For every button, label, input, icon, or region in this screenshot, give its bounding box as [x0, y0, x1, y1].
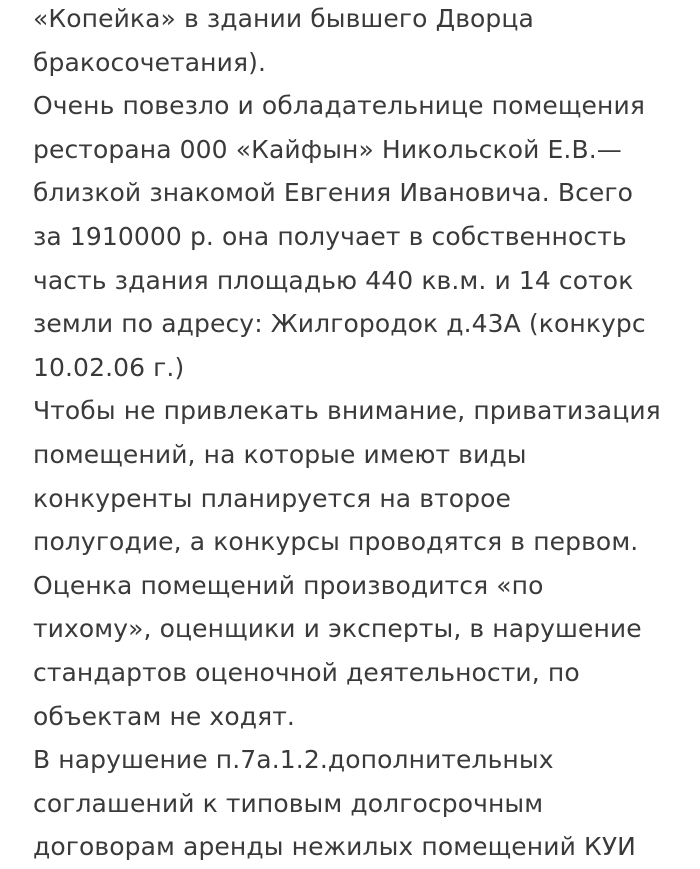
text-line: соглашений к типовым долгосрочным	[33, 788, 544, 818]
text-line: «Копейка» в здании бывшего Дворца	[33, 4, 534, 33]
article-text	[33, 0, 693, 869]
text-line: объектам не ходят.	[33, 701, 295, 731]
text-line: за 1910000 р. она получает в собственность	[33, 221, 627, 251]
text-line: договорам аренды нежилых помещений КУИ	[33, 832, 636, 862]
text-line: часть здания площадью 440 кв.м. и 14 соток	[33, 265, 634, 295]
text-line: Очень повезло и обладательнице помещения	[33, 91, 645, 121]
text-line: В нарушение п.7а.1.2.дополнительных	[33, 745, 554, 775]
text-line: земли по адресу: Жилгородок д.43А (конкурс	[33, 309, 646, 339]
text-line: Оценка помещений производится «по	[33, 570, 544, 600]
text-line: 10.02.06 г.)	[33, 352, 185, 382]
text-line: Чтобы не привлекать внимание, приватизация	[33, 396, 661, 426]
text-line: помещений, на которые имеют виды	[33, 439, 527, 469]
text-line: полугодие, а конкурсы проводятся в первом.	[33, 527, 639, 557]
text-line: бракосочетания).	[33, 47, 267, 77]
text-line: ресторана 000 «Кайфын» Никольской Е.В.—	[33, 134, 622, 164]
text-line: близкой знакомой Евгения Ивановича. Всего	[33, 178, 634, 208]
text-line: тихому», оценщики и эксперты, в нарушение	[33, 614, 642, 644]
text-line: стандартов оценочной деятельности, по	[33, 657, 580, 687]
text-line: конкуренты планируется на второе	[33, 483, 512, 513]
